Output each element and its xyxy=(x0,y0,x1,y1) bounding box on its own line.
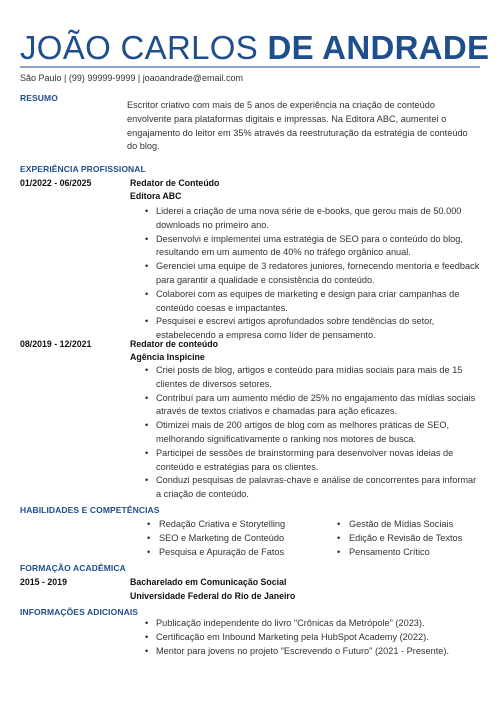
skill-item: • Gestão de Mídias Sociais xyxy=(337,518,462,532)
job-company: Editora ABC xyxy=(130,191,182,201)
list-item: • Desenvolvi e implementei uma estratégia de SEO para o conteúdo do blog, resultando em um aumento de 40% no tráfego orgânico anual. xyxy=(145,233,483,261)
list-item: • Certificação em Inbound Marketing pela HubSpot Academy (2022). xyxy=(145,631,490,645)
section-title-experience: EXPERIÊNCIA PROFISSIONAL xyxy=(20,164,146,174)
section-title-summary: RESUMO xyxy=(20,93,58,103)
list-item: • Participei de sessões de brainstorming para desenvolver novas ideias de conteúdo e estratégias para os clientes. xyxy=(145,447,483,475)
skills-column xyxy=(147,518,285,559)
list-item: • Criei posts de blog, artigos e conteúdo para mídias sociais para mais de 15 clientes de diversos setores. xyxy=(145,364,483,392)
section-title-additional: INFORMAÇÕES ADICIONAIS xyxy=(20,607,139,617)
job-role: Redator de Conteúdo xyxy=(130,178,220,188)
job-bullets xyxy=(145,364,483,502)
job-bullets xyxy=(145,205,483,343)
candidate-name xyxy=(20,30,490,66)
header-divider xyxy=(20,66,480,68)
skill-item: • Edição e Revisão de Textos xyxy=(337,532,462,546)
summary-text: Escritor criativo com mais de 5 anos de experiência na criação de conteúdo envolvente para plataformas digitais e impressas. Na Editora ABC, aumentei o engajamento do leitor em 35% através da reestruturação da estratégia de conteúdo do blog. xyxy=(127,100,468,152)
list-item: • Conduzi pesquisas de palavras-chave e análise de concorrentes para informar a criação de conteúdo. xyxy=(145,474,483,502)
skill-item: • Redação Criativa e Storytelling xyxy=(147,518,285,532)
last-name: DE ANDRADE xyxy=(267,29,490,66)
section-title-education: FORMAÇÃO ACADÊMICA xyxy=(20,563,126,573)
education-school: Universidade Federal do Rio de Janeiro xyxy=(130,591,296,601)
list-item: • Pesquisei e escrevi artigos aprofundados sobre tendências do setor, estabelecendo a empresa como líder de pensamento. xyxy=(145,315,483,343)
skill-item: • Pesquisa e Apuração de Fatos xyxy=(147,546,285,560)
additional-list xyxy=(145,617,490,658)
job-dates: 01/2022 - 06/2025 xyxy=(20,178,92,188)
job-company: Agência Inspicine xyxy=(130,352,205,362)
job-dates: 08/2019 - 12/2021 xyxy=(20,339,92,349)
skill-item: • Pensamento Crítico xyxy=(337,546,462,560)
section-title-skills: HABILIDADES E COMPETÊNCIAS xyxy=(20,505,160,515)
list-item: • Gerenciei uma equipe de 3 redatores juniores, fornecendo mentoria e feedback para garantir a qualidade e consistência do conteúdo. xyxy=(145,260,483,288)
list-item: • Mentor para jovens no projeto "Escrevendo o Futuro" (2021 - Presente). xyxy=(145,645,490,659)
skills-column xyxy=(337,518,462,559)
first-names: JOÃO CARLOS xyxy=(20,29,259,66)
contact-line: São Paulo | (99) 99999-9999 | joaoandrade@email.com xyxy=(20,73,243,83)
education-dates: 2015 - 2019 xyxy=(20,577,67,587)
list-item: • Contribuí para um aumento médio de 25% no engajamento das mídias sociais através de textos criativos e chamadas para ação eficazes. xyxy=(145,392,483,420)
job-role: Redator de conteúdo xyxy=(130,339,218,349)
skill-item: • SEO e Marketing de Conteúdo xyxy=(147,532,285,546)
list-item: • Colaborei com as equipes de marketing e design para criar campanhas de conteúdo coesas e impactantes. xyxy=(145,288,483,316)
list-item: • Publicação independente do livro "Crônicas da Metrópole" (2023). xyxy=(145,617,490,631)
list-item: • Liderei a criação de uma nova série de e-books, que gerou mais de 50.000 downloads no primeiro ano. xyxy=(145,205,483,233)
list-item: • Otimizei mais de 200 artigos de blog com as melhores práticas de SEO, melhorando significativamente o ranking nos motores de busca. xyxy=(145,419,483,447)
education-degree: Bacharelado em Comunicação Social xyxy=(130,577,287,587)
